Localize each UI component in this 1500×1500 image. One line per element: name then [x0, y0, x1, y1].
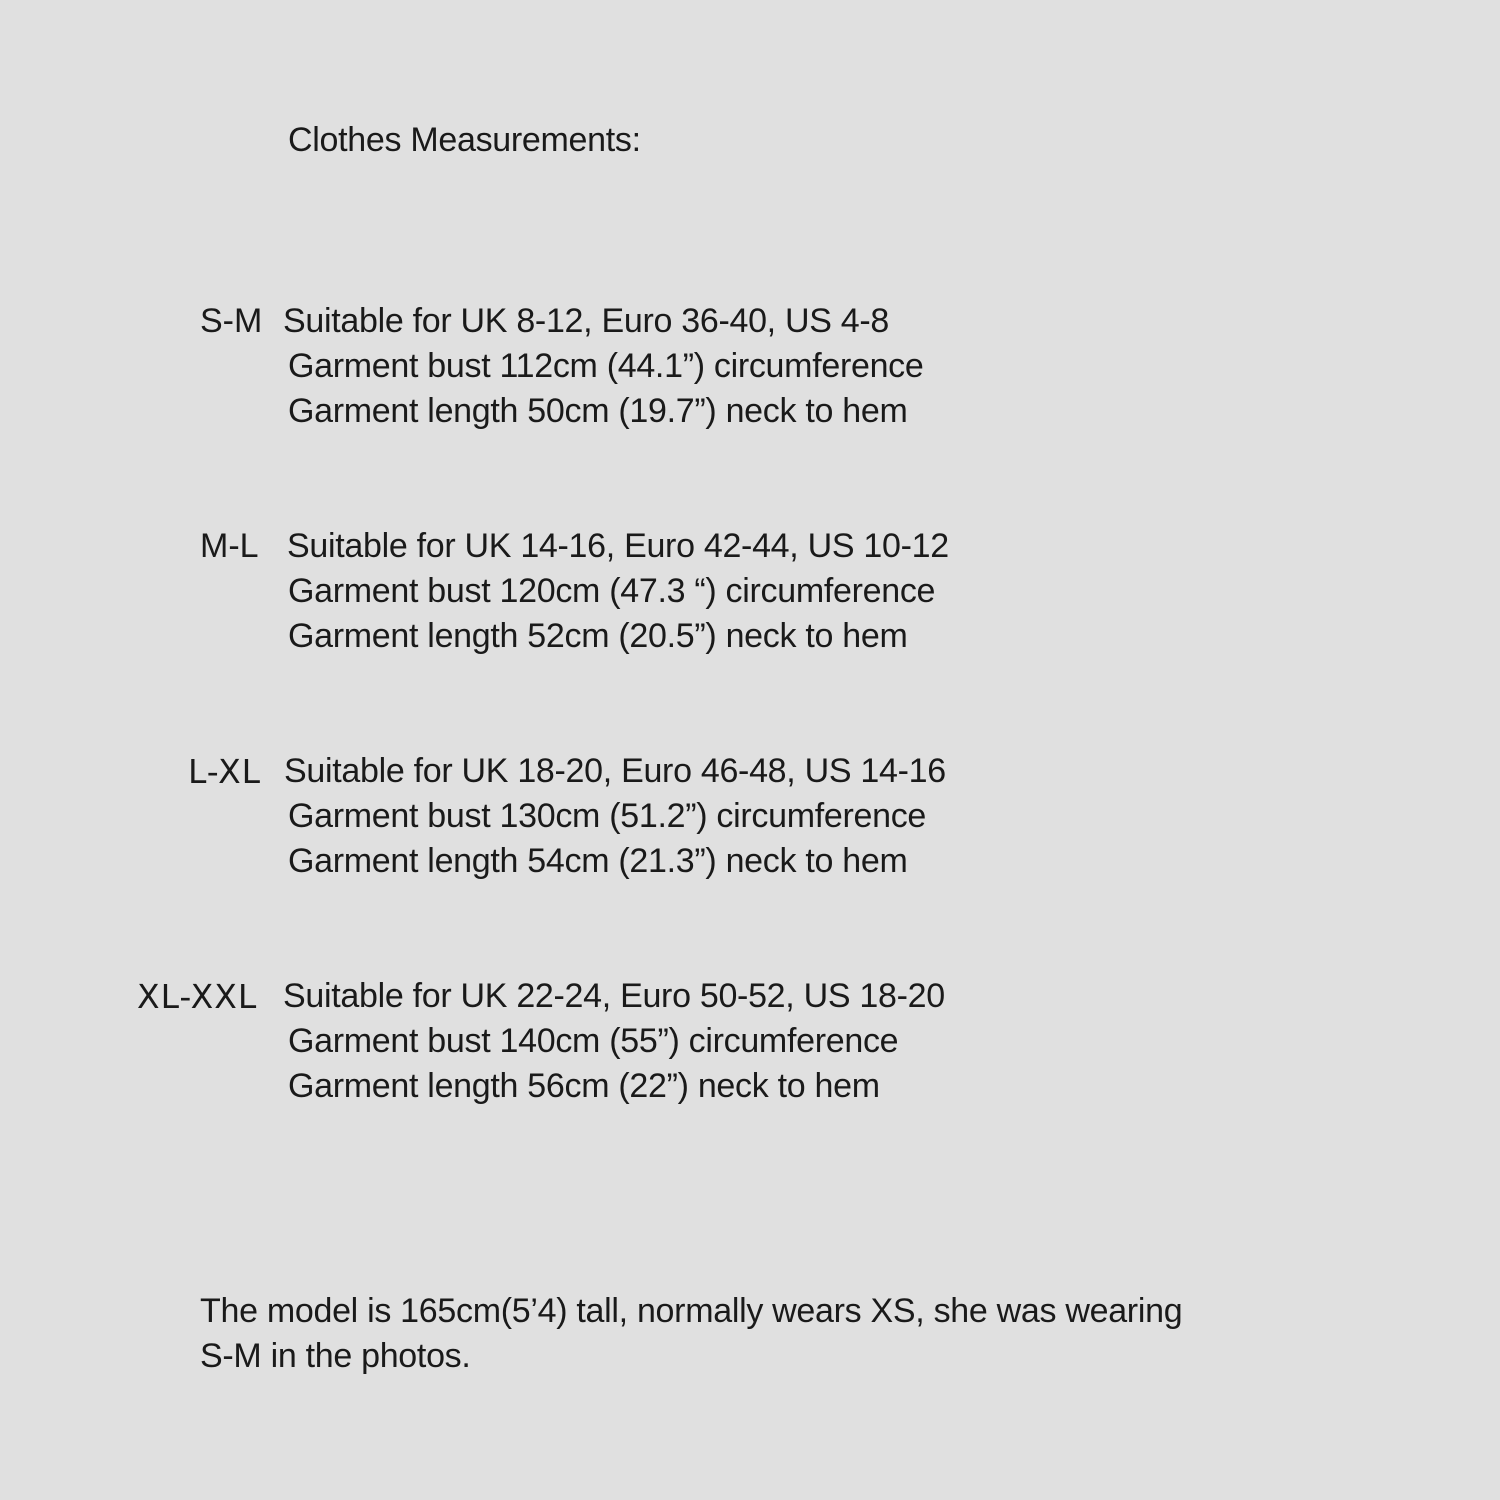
size-block-l-xl [0, 749, 1500, 884]
size-block-xl-xxl [0, 974, 1500, 1109]
size-bust-text: Garment bust 130cm (51.2”) circumference [288, 797, 927, 835]
size-label: M-L [200, 527, 259, 565]
model-note [200, 1289, 1260, 1379]
size-length-text: Garment length 56cm (22”) neck to hem [288, 1067, 880, 1105]
size-label: L-XL [188, 752, 262, 791]
size-length-text: Garment length 52cm (20.5”) neck to hem [288, 617, 908, 655]
model-note-line: S-M in the photos. [200, 1337, 471, 1375]
page-title: Clothes Measurements: [288, 121, 641, 159]
size-suitable-text: Suitable for UK 14-16, Euro 42-44, US 10-12 [287, 527, 949, 565]
model-note-line: The model is 165cm(5’4) tall, normally wears XS, she was wearing [200, 1292, 1183, 1330]
size-length-text: Garment length 50cm (19.7”) neck to hem [288, 392, 908, 430]
size-block-s-m [0, 299, 1500, 434]
size-suitable-text: Suitable for UK 18-20, Euro 46-48, US 14-16 [284, 752, 946, 790]
size-bust-text: Garment bust 120cm (47.3 “) circumference [288, 572, 936, 610]
size-length-text: Garment length 54cm (21.3”) neck to hem [288, 842, 908, 880]
size-bust-text: Garment bust 112cm (44.1”) circumference [288, 347, 924, 385]
size-label: XL-XXL [137, 977, 258, 1016]
size-suitable-text: Suitable for UK 8-12, Euro 36-40, US 4-8 [283, 302, 889, 340]
size-suitable-text: Suitable for UK 22-24, Euro 50-52, US 18-20 [283, 977, 945, 1015]
size-label: S-M [200, 302, 263, 340]
size-bust-text: Garment bust 140cm (55”) circumference [288, 1022, 899, 1060]
size-block-m-l [0, 524, 1500, 659]
